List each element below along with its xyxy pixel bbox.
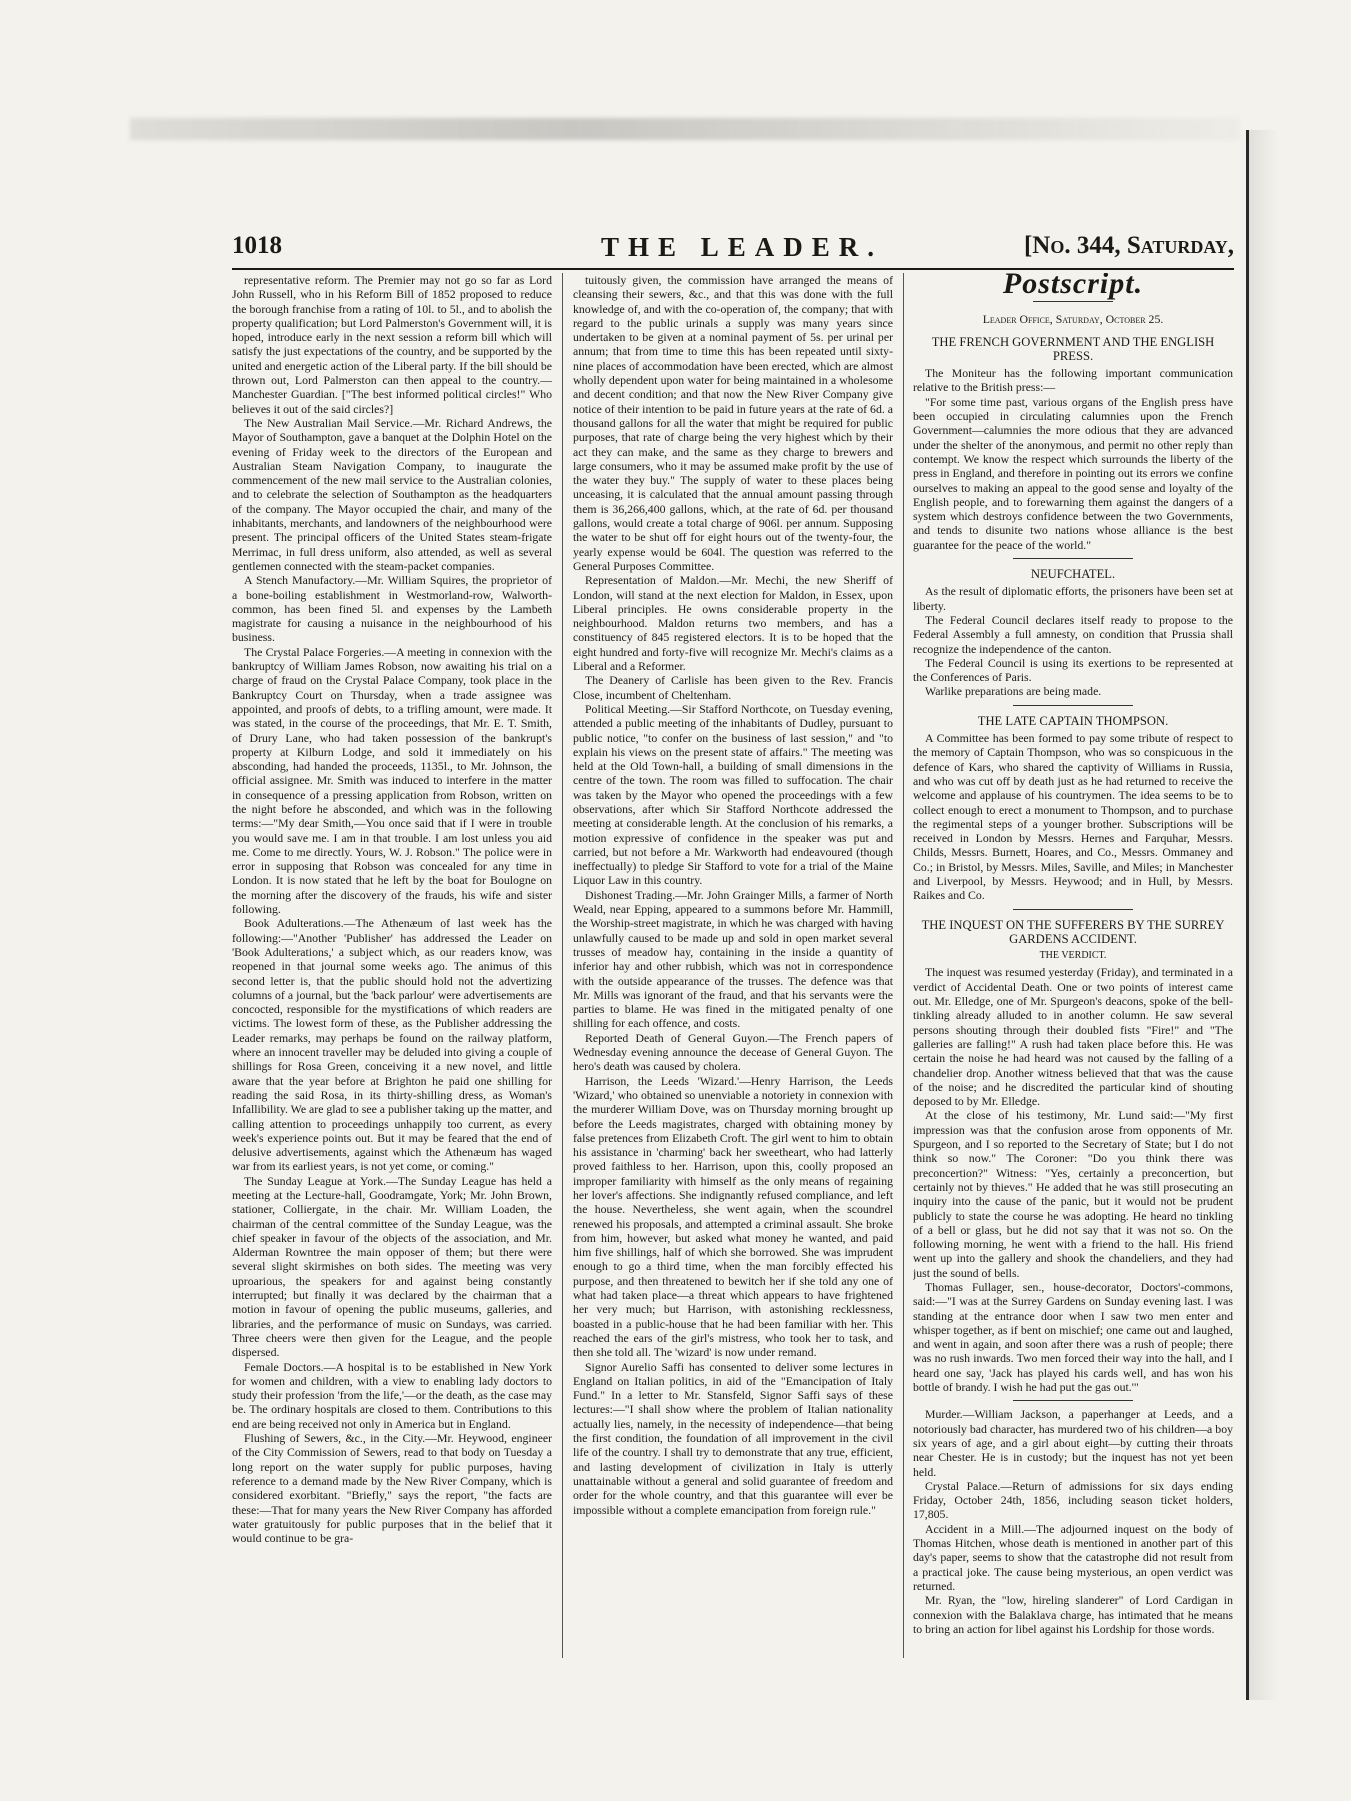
article-paragraph: Murder.—William Jackson, a paperhanger at Leeds, and a notoriously bad character, has murdered two of his children—a boy six years of age, and a girl about eight—by cutting their throats near Chester. He is in custody; but the inquest has not yet been held. (913, 1407, 1233, 1479)
article-paragraph: Accident in a Mill.—The adjourned inquest on the body of Thomas Hitchen, whose death is mentioned in another part of this day's paper, seems to show that the catastrophe did not result from a practical joke. The cause being mysterious, an open verdict was returned. (913, 1521, 1233, 1593)
column-divider (903, 273, 904, 1658)
masthead-rule (232, 268, 1234, 270)
article-paragraph: Representation of Maldon.—Mr. Mechi, the new Sheriff of London, will stand at the next election for Maldon, in Essex, upon Liberal principles. He owns considerable property in the neighbourhood. Maldon returns two members, and has a constituency of 845 registered electors. It is to be hoped that the eight hundred and forty-five will recognize Mr. Mechi's claims as a Liberal and a Reformer. (573, 573, 893, 674)
article-paragraph: The Federal Council declares itself ready to propose to the Federal Assembly a full amnesty, on condition that Prussia shall recognize the independence of the canton. (913, 612, 1233, 656)
section-rule (1013, 1400, 1133, 1401)
article-paragraph: Thomas Fullager, sen., house-decorator, Doctors'-commons, said:—"I was at the Surrey Gardens on Sunday evening last. I was standing at the entrance door when I saw two men enter and whisper together, as if bent on mischief; one came out and laughed, and went in again, and soon after there was a rush of people; there was no rush inwards. Two men forced their way into the hall, and I heard one say, 'Jack has played his cards well, and has won his bottle of brandy. I wish he had put the gas out.'" (913, 1280, 1233, 1395)
section-heading: THE INQUEST ON THE SUFFERERS BY THE SURREY GARDENS ACCIDENT. (921, 917, 1225, 946)
article-paragraph: Crystal Palace.—Return of admissions for six days ending Friday, October 24th, 1856, including season ticket holders, 17,805. (913, 1478, 1233, 1522)
article-paragraph: The Federal Council is using its exertions to be represented at the Conferences of Paris. (913, 655, 1233, 685)
article-paragraph: Female Doctors.—A hospital is to be established in New York for women and children, with a view to enabling lady doctors to study their profession 'from the life,'—or the death, as the case may be. The ordinary hospitals are closed to them. Contributions to this end are being received not only in America but in England. (232, 1359, 552, 1431)
article-paragraph: Dishonest Trading.—Mr. John Grainger Mills, a farmer of North Weald, near Epping, appeared to a summons before Mr. Hammill, the Worship-street magistrate, in which he was charged with having unlawfully caused to be made up and sold in open market several trusses of meadow hay, containing in the inside a quantity of inferior hay and other rubbish, which was not in correspondence with the outside appearance of the trusses. The defence was that Mr. Mills was ignorant of the fraud, and that his servants were the parties to blame. He was fined in the mitigated penalty of one shilling for each offence, and costs. (573, 887, 893, 1031)
article-paragraph: Warlike preparations are being made. (925, 684, 1102, 699)
masthead (232, 232, 1234, 268)
article-paragraph: Signor Aurelio Saffi has consented to deliver some lectures in England on Italian politics, in aid of the "Emancipation of Italy Fund." In a letter to Mr. Stansfeld, Signor Saffi says of these lectures:—"I shall show where the problem of Italian nationality actually lies, namely, in the necessity of independence—that being the first condition, the foundation of all improvement in the civil life of the country. I shall try to demonstrate that any true, efficient, and lasting development of civilization in Italy is utterly unattainable without a general and solid guarantee of freedom and order for the whole country, and that this guarantee will ever be impossible without a complete emancipation from foreign rule." (573, 1359, 893, 1517)
article-paragraph: tuitously given, the commission have arranged the means of cleansing their sewers, &c., and that this was done with the full knowledge of, and with the co-operation of, the company; that with regard to the public urinals a supply was many years since undertaken to be given at a nominal payment of 5s. per urinal per annum; that from time to time this has been repeated until sixty-nine places of accommodation have been erected, which are almost wholly dependent upon water for being maintained in a wholesome and decent condition; and that now the New River Company give notice of their intention to be paid in future years at the rate of 6d. a thousand gallons for all the water that might be required for public purposes, that rate of charge being the very highest which by their act they can make, and the same as they charge to brewers and large consumers, who it may be assumed make profit by the use of the water they buy." The supply of water to these places being unceasing, it is calculated that the annual amount passing through them is 36,266,400 gallons, which, at the rate of 6d. per thousand gallons, would create a total charge of 906l. per annum. Supposing the water to be shut off for eight hours out of the twenty-four, the yearly expense would be 604l. The question was referred to the General Purposes Committee. (573, 273, 893, 573)
article-paragraph: The Moniteur has the following important communication relative to the British press:— (913, 366, 1233, 395)
article-paragraph: Flushing of Sewers, &c., in the City.—Mr. Heywood, engineer of the City Commission of Sewers, read to that body on Tuesday a long report on the water supply for public purposes, having reference to a demand made by the New River Company, which is considered exorbitant. "Briefly," says the report, "the facts are these:—That for many years the New River Company has afforded water gratuitously for public purposes that in the belief that it would continue to be gra- (232, 1431, 552, 1546)
article-paragraph: The Crystal Palace Forgeries.—A meeting in connexion with the bankruptcy of William James Robson, now awaiting his trial on a charge of fraud on the Crystal Palace Company, took place in the Bankruptcy Court on Thursday, when a trade assignee was appointed, and proofs of debts, to a trifling amount, were made. It was stated, in the course of the proceedings, that Mr. E. T. Smith, of Drury Lane, who had taken possession of the bankrupt's property at Kilburn Lodge, and sold it immediately on his absconding, had handed the proceeds, 1135l., to Mr. Johnson, the official assignee. Mr. Smith was induced to interfere in the matter in consequence of a pressing application from Robson, written on the night before he absconded, and which was in the following terms:—"My dear Smith,—You once said that if I were in trouble you would save me. I am in that trouble. I am lost unless you aid me. Come to me directly. Yours, W. J. Robson." The police were in error in supposing that Robson was concealed for any time in London. It is now stated that he left by the boat for Boulogne on the morning after the discovery of the frauds, his wife and sister following. (232, 644, 552, 917)
section-subheading: THE VERDICT. (1039, 950, 1107, 962)
article-paragraph: The Deanery of Carlisle has been given to the Rev. Francis Close, incumbent of Cheltenham. (573, 673, 893, 702)
section-heading: THE LATE CAPTAIN THOMPSON. (977, 713, 1169, 728)
article-paragraph: A Committee has been formed to pay some tribute of respect to the memory of Captain Thompson, who was so conspicuous in the defence of Kars, who shared the captivity of Williams in Russia, and who was cut off by death just as he had returned to receive the welcome and applause of his countrymen. The idea seems to be to collect enough to erect a monument to Thompson, and to purchase the regimental steps of a younger brother. Subscriptions will be received in London by Messrs. Hernes and Farquhar, Messrs. Childs, Messrs. Burnett, Hoares, and Co., Messrs. Ommaney and Co.; in Bristol, by Messrs. Miles, Saville, and Miles; in Manchester and Liverpool, by Messrs. Heywood; and in Hull, by Messrs. Raikes and Co. (913, 731, 1233, 903)
article-paragraph: representative reform. The Premier may not go so far as Lord John Russell, who in his Reform Bill of 1852 proposed to reduce the borough franchise from a rating of 10l. to 5l., and to abolish the property qualification; but Lord Palmerston's Government will, it is hoped, introduce early in the next session a reform bill which will satisfy the just expectations of the country, and be supported by the united and energetic action of the Liberal party. If the bill should be thrown out, Lord Palmerston can then appeal to the country.—Manchester Guardian. ["The best informed political circles!" Who believes it out of the said circles?] (232, 273, 552, 416)
article-paragraph: As the result of diplomatic efforts, the prisoners have been set at liberty. (913, 584, 1233, 613)
page-stain (130, 118, 1240, 140)
section-rule (1013, 705, 1133, 706)
newspaper-title: THE LEADER. (600, 232, 884, 262)
article-paragraph: The New Australian Mail Service.—Mr. Richard Andrews, the Mayor of Southampton, gave a banquet at the Dolphin Hotel on the evening of Friday week to the directors of the European and Australian Steam Navigation Company, to inaugurate the commencement of the new mail service to the Australian colonies, and to celebrate the selection of Southampton as the headquarters of the company. The Mayor occupied the chair, and many of the inhabitants, merchants, and landowners of the neighbourhood were present. The principal officers of the United States steam-frigate Merrimac, in full dress uniform, also attended, as well as several gentlemen connected with the steam-packet companies. (232, 415, 552, 573)
column-3 (913, 273, 1233, 1658)
article-paragraph: "For some time past, various organs of the English press have been occupied in circulating calumnies upon the French Government—calumnies the more odious that they are advanced under the shelter of the anonymous, and permit no other reply than contempt. We know the respect which surrounds the liberty of the press in England, and therefore in pointing out its errors we confine ourselves to making an appeal to the good sense and loyalty of the English people, and to forewarning them against the dangers of a system which destroys confidence between the two Governments, and tends to disunite two nations whose alliance is the best guarantee for the peace of the world." (913, 394, 1233, 552)
article-paragraph: The Sunday League at York.—The Sunday League has held a meeting at the Lecture-hall, Goodramgate, York; Mr. John Brown, stationer, Colliergate, in the chair. Mr. William Loaden, the chairman of the central committee of the Sunday League, was the chief speaker in favour of the objects of the association, and Mr. Alderman Rowntree the main opposer of them; but there were several slight skirmishes on both sides. The meeting was very uproarious, the speakers for and against being constantly interrupted; but finally it was declared by the chairman that a motion in favour of opening the public museums, galleries, and libraries, and the performance of music on Sundays, was carried. Three cheers were then given for the League, and the people dispersed. (232, 1173, 552, 1360)
article-paragraph: Harrison, the Leeds 'Wizard.'—Henry Harrison, the Leeds 'Wizard,' who obtained so unenviable a notoriety in connexion with the murderer William Dove, was on Thursday morning brought up before the Leeds magistrates, charged with obtaining money by false pretences from Elizabeth Croft. The girl went to him to obtain his assistance in 'charming' back her sweetheart, who had latterly proved faithless to her. Harrison, upon this, coolly proposed an improper familiarity with himself as the only means of regaining her lover's affections. She indignantly refused compliance, and left the house. Nevertheless, she went again, when the scoundrel renewed his proposals, and attempted a criminal assault. She broke from him, however, but asked what money he wanted, and paid him five shillings, half of which she borrowed. She was imprudent enough to go a third time, when the man forcibly effected his purpose, and then threatened to bewitch her if she told any one of what had taken place—a threat which appears to have frightened her very much; but Harrison, with astonishing recklessness, boasted in a public-house that he had been familiar with her. This reached the ears of the girl's mistress, who took her to task, and then she told all. The 'wizard' is now under remand. (573, 1073, 893, 1360)
dateline: Leader Office, Saturday, October 25. (982, 312, 1164, 327)
article-paragraph: Mr. Ryan, the "low, hireling slanderer" of Lord Cardigan in connexion with the Balaklava charge, has intimated that he means to bring an action for libel against his Lordship for those words. (913, 1593, 1233, 1636)
article-paragraph: At the close of his testimony, Mr. Lund said:—"My first impression was that the confusion arose from opponents of Mr. Spurgeon, and I so reported to the Secretary of State; but I do not think so now." The Coroner: "Do you think there was preconcertion?" Witness: "Yes, certainly a preconcertion, but certainly not by thieves." He added that he was still prosecuting an inquiry into the cause of the panic, but it would not be prudent publicly to state the course he was adopting. He heard no tinkling of a bell or glass, but he did not say that it was not so. On the following morning, he went with a friend to the hall. His friend went up into the gallery and shook the chandeliers, and they had just the sound of bells. (913, 1108, 1233, 1280)
section-heading: THE FRENCH GOVERNMENT AND THE ENGLISH PRESS. (931, 334, 1215, 363)
page-edge (1246, 130, 1279, 1700)
article-paragraph: Book Adulterations.—The Athenæum of last week has the following:—"Another 'Publisher' has addressed the Leader on 'Book Adulterations,' a subject which, as our readers know, was reopened in that journal some weeks ago. The animus of this second letter is, that the public should hold not the advertizing columns of a journal, but the 'back parlour' were advertisements are concocted, responsible for the mystifications of which readers are victims. The lowest form of these, as the Publisher addressing the Leader remarks, may perhaps be found on the railway platform, where an innocent traveller may be deluded into giving a couple of shillings for Rosa Green, conceiving it a new novel, and little aware that the year before at Brighton he paid one shilling for reading the said Rosa, in its thirty-shilling dress, as Woman's Infallibility. We are glad to see a publisher taking up the matter, and calling attention to proceedings unhappily too current, as every week's experience points out. But it may be feared that the end of delusive advertisements, against which the Athenæum has waged war from its earliest years, is not yet come, or coming." (232, 916, 552, 1174)
ornament-rule (1033, 301, 1113, 306)
postscript-heading: Postscript. (1002, 273, 1144, 300)
article-paragraph: Political Meeting.—Sir Stafford Northcote, on Tuesday evening, attended a public meeting of the inhabitants of Dudley, pursuant to public notice, "to confer on the business of last session," and "to explain his views on the present state of affairs." The meeting was held at the Old Town-hall, a building of small dimensions in the centre of the town. The room was filled to suffocation. The chair was taken by the Mayor who opened the proceedings with a few observations, after which Sir Stafford Northcote addressed the meeting at considerable length. At the conclusion of his remarks, a motion expressive of confidence in the speaker was put and carried, but not before a Mr. Warkworth had endeavoured (though ineffectually) to pledge Sir Stafford to vote for a trial of the Maine Liquor Law in this country. (573, 701, 893, 888)
column-1 (232, 273, 552, 1658)
column-2 (573, 273, 893, 1658)
issue-number: [No. 344, Saturday, (1023, 232, 1234, 259)
article-paragraph: The inquest was resumed yesterday (Friday), and terminated in a verdict of Accidental Death. One or two points of interest came out. Mr. Elledge, one of Mr. Spurgeon's deacons, spoke of the bell-tinkling already alluded to in another column. He saw several persons shouting through their doubled fists "Fire!" and "The galleries are falling!" A rush had taken place before this. He was certain the noise he had heard was not caused by the falling of a chandelier drop. Another witness believed that that was the cause of the noise; and he discredited the particular kind of shouting deposed to by Mr. Elledge. (913, 965, 1233, 1109)
section-rule (1013, 909, 1133, 910)
column-divider (562, 273, 563, 1658)
page-number: 1018 (232, 232, 282, 259)
article-paragraph: Reported Death of General Guyon.—The French papers of Wednesday evening announce the decease of General Guyon. The hero's death was caused by cholera. (573, 1030, 893, 1074)
section-heading: NEUFCHATEL. (1030, 567, 1116, 582)
article-paragraph: A Stench Manufactory.—Mr. William Squires, the proprietor of a bone-boiling establishment in Westmorland-row, Walworth-common, has been fined 5l. and expenses by the Lambeth magistrate for causing a nuisance in the neighbourhood of his business. (232, 573, 552, 645)
section-rule (1013, 558, 1133, 559)
